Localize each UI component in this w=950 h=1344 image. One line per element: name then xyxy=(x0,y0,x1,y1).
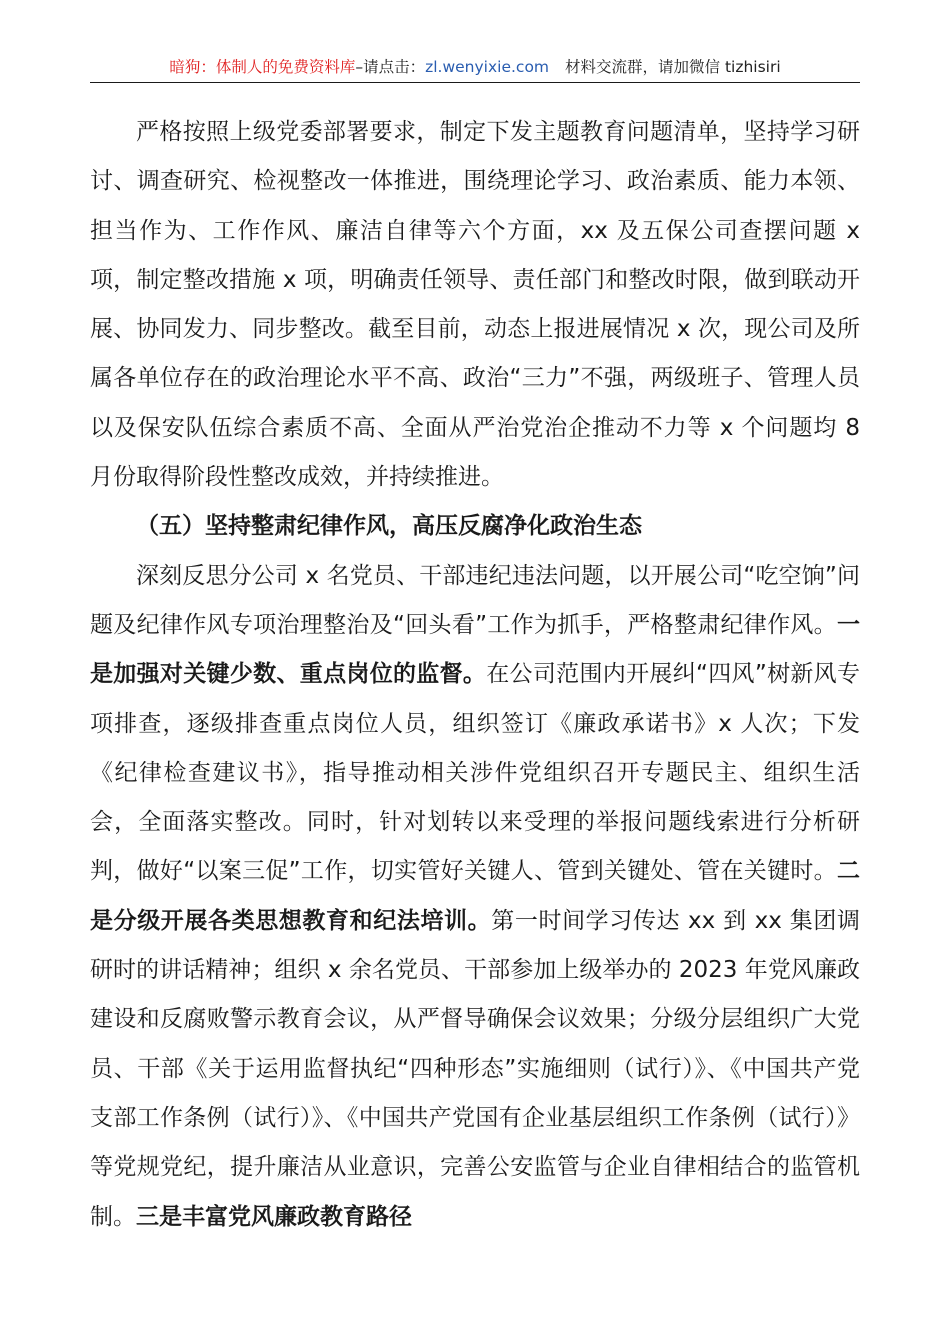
header-url-link[interactable]: zl.wenyixie.com xyxy=(425,58,550,76)
discipline-intro: 深刻反思分公司 x 名党员、干部违纪违法问题，以开展公司“吃空饷”问题及纪律作风专项治理整治及“回头看”工作为抓手，严格整肃纪律作风。 xyxy=(90,562,860,638)
point-three-heading: 三是丰富党风廉政教育路径 xyxy=(136,1203,412,1230)
document-body xyxy=(90,108,860,1242)
point-two-heading: 二是分级开展各类思想教育和纪法培训。 xyxy=(90,858,860,934)
header-site-name: 暗狗：体制人的免费资料库 xyxy=(169,58,356,76)
header-click-prompt: –请点击： xyxy=(355,58,426,76)
header-wechat-note: 材料交流群，请加微信 tizhisiri xyxy=(565,58,781,76)
paragraph-discipline xyxy=(90,552,860,1242)
point-one-heading: 一是加强对关键少数、重点岗位的监督。 xyxy=(90,611,860,688)
paragraph-rectification: 严格按照上级党委部署要求，制定下发主题教育问题清单，坚持学习研讨、调查研究、检视整改一体推进，围绕理论学习、政治素质、能力本领、担当作为、工作作风、廉洁自律等六个方面，xx 及五保公司查摆问题 x 项，制定整改措施 x 项，明确责任领导、责任部门和整改时限，做到联动开展、协同发力、同步整改。截至目前，动态上报进展情况 x 次，现公司及所属各单位存在的政治理论水平不高、政治“三力”不强，两级班子、管理人员以及保安队伍综合素质不高、全面从严治党治企推动不力等 x 个问题均 8 月份取得阶段性整改成效，并持续推进。 xyxy=(90,119,860,491)
page-header xyxy=(90,56,860,83)
point-two-body: 第一时间学习传达 xx 到 xx 集团调研时的讲话精神；组织 x 余名党员、干部参加上级举办的 2023 年党风廉政建设和反腐败警示教育会议，从严督导确保会议效果；分级分层组织广大党员、干部《关于运用监督执纪“四种形态”实施细则（试行）》、《中国共产党支部工作条例（试行）》、《中国共产党国有企业基层组织工作条例（试行）》等党规党纪，提升廉洁从业意识，完善公安监管与企业自律相结合的监管机制。 xyxy=(90,907,861,1230)
point-one-body: 在公司范围内开展纠“四风”树新风专项排查，逐级排查重点岗位人员，组织签订《廉政承诺书》x 人次；下发《纪律检查建议书》，指导推动相关涉件党组织召开专题民主、组织生活会，全面落实整改。同时，针对划转以来受理的举报问题线索进行分析研判，做好“以案三促”工作，切实管好关键人、管到关键处、管在关键时。 xyxy=(90,661,860,885)
section-heading: （五）坚持整肃纪律作风，高压反腐净化政治生态 xyxy=(136,513,642,540)
